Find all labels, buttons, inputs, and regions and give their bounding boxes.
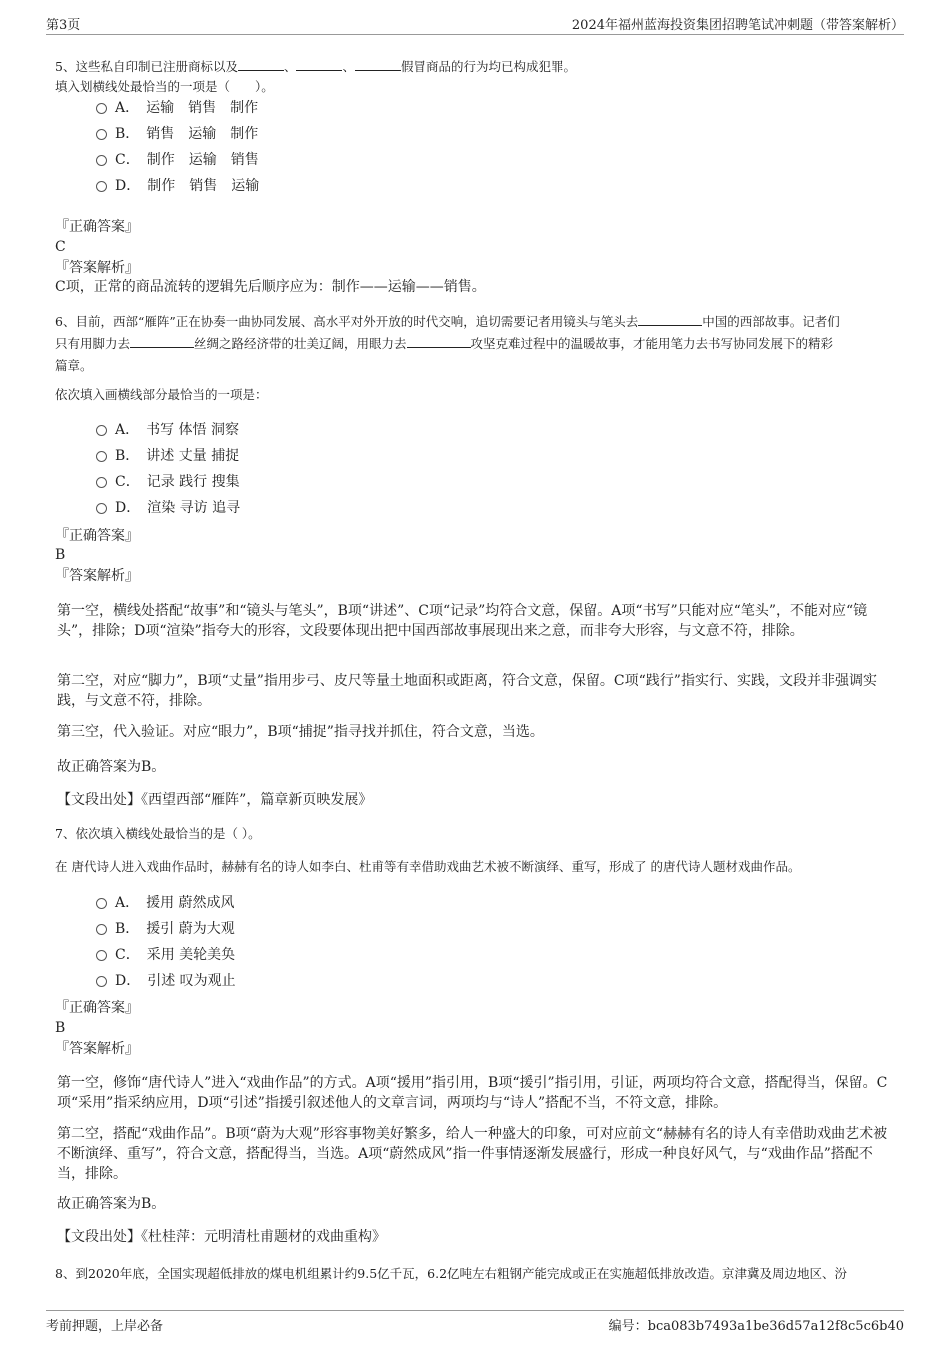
question-7-passage: 在 唐代诗人进入戏曲作品时，赫赫有名的诗人如李白、杜甫等有幸借助戏曲艺术被不断演绎、重写，形成了 的唐代诗人题材戏曲作品。 — [55, 859, 801, 874]
footer-divider — [46, 1310, 904, 1311]
q5-answer-label: 『正确答案』 — [55, 219, 139, 235]
blank-line — [407, 335, 471, 348]
document-code: 编号：bca083b7493a1be36d57a12f8c5c6b40 — [608, 1319, 904, 1334]
question-8-stem: 8、到2020年底，全国实现超低排放的煤电机组累计约9.5亿千瓦，6.2亿吨左右粗钢产能完成或正在实施超低排放改造。京津冀及周边地区、汾 — [55, 1266, 848, 1281]
q7-analysis-label: 『答案解析』 — [55, 1041, 139, 1057]
radio-icon — [96, 503, 107, 514]
q6-option-d[interactable]: D． 渲染 寻访 追寻 — [96, 498, 240, 518]
radio-icon — [96, 950, 107, 961]
radio-icon — [96, 155, 107, 166]
page-number: 第3页 — [46, 18, 81, 33]
q6-analysis-p3: 第三空，代入验证。对应“眼力”，B项“捕捉”指寻找并抓住，符合文意，当选。 — [57, 724, 544, 740]
radio-icon — [96, 477, 107, 488]
q5-option-b[interactable]: B． 销售 运输 制作 — [96, 124, 258, 144]
blank-line — [355, 58, 401, 71]
blank-line — [130, 335, 194, 348]
blank-line — [296, 58, 342, 71]
q6-analysis-p1: 第一空，横线处搭配“故事”和“镜头与笔头”，B项“讲述”、C项“记录”均符合文意，保留。A项“书写”只能对应“笔头”，不能对应“镜头”，排除；D项“渲染”指夸大的形容，文段要体现出把中国西部故事展现出来之意，而非夸大形容，与文意不符，排除。 — [57, 603, 868, 639]
q7-analysis-p1: 第一空，修饰“唐代诗人”进入“戏曲作品”的方式。A项“援用”指引用，B项“援引”指引用，引证，两项均符合文意，搭配得当，保留。C项“采用”指采纳应用，D项“引述”指援引叙述他人的文章言词，两项均与“诗人”搭配不当，不符文意，排除。 — [57, 1075, 888, 1111]
q7-answer: B — [55, 1020, 66, 1036]
radio-icon — [96, 103, 107, 114]
question-7-stem: 7、依次填入横线处最恰当的是（ ）。 — [55, 826, 261, 841]
q6-option-c[interactable]: C． 记录 践行 搜集 — [96, 472, 240, 492]
q6-analysis-p4: 故正确答案为B。 — [57, 759, 166, 775]
question-5-prompt: 填入划横线处最恰当的一项是（ ）。 — [55, 79, 274, 94]
blank-line — [638, 313, 702, 326]
q5-answer: C — [55, 239, 66, 255]
q6-analysis-p2: 第二空，对应“脚力”，B项“丈量”指用步弓、皮尺等量土地面积或距离，符合文意，保留。C项“践行”指实行、实践，文段并非强调实践，与文意不符，排除。 — [57, 673, 877, 709]
question-6-stem: 6、目前，西部“雁阵”正在协奏一曲协同发展、高水平对外开放的时代交响，追切需要记者用镜头与笔头去 中国的西部故事。记者们 只有用脚力去 丝绸之路经济带的壮美辽阔，用眼力去 攻坚克难过程中的温暖故事，才能用笔力去书写协同发展下的精彩 篇章。 — [55, 314, 840, 373]
q7-answer-label: 『正确答案』 — [55, 1000, 139, 1016]
q6-analysis-label: 『答案解析』 — [55, 568, 139, 584]
radio-icon — [96, 425, 107, 436]
q7-option-a[interactable]: A． 援用 蔚然成风 — [96, 893, 235, 913]
q6-answer-label: 『正确答案』 — [55, 528, 139, 544]
q7-source: 【文段出处】《杜桂萍：元明清杜甫题材的戏曲重构》 — [57, 1229, 386, 1245]
q5-option-c[interactable]: C． 制作 运输 销售 — [96, 150, 259, 170]
q5-option-d[interactable]: D． 制作 销售 运输 — [96, 176, 259, 196]
question-5-stem: 5、这些私自印制已注册商标以及 、 、 假冒商品的行为均已构成犯罪。 — [55, 59, 577, 74]
q7-analysis-p3: 故正确答案为B。 — [57, 1196, 166, 1212]
q6-option-a[interactable]: A． 书写 体悟 洞察 — [96, 420, 239, 440]
q7-option-d[interactable]: D． 引述 叹为观止 — [96, 971, 236, 991]
radio-icon — [96, 181, 107, 192]
header-divider — [46, 34, 904, 35]
q5-analysis: C项，正常的商品流转的逻辑先后顺序应为：制作——运输——销售。 — [55, 279, 486, 295]
footer-slogan: 考前押题，上岸必备 — [46, 1319, 164, 1334]
document-title: 2024年福州蓝海投资集团招聘笔试冲刺题（带答案解析） — [571, 18, 904, 33]
blank-line — [238, 58, 284, 71]
q7-analysis-p2: 第二空，搭配“戏曲作品”。B项“蔚为大观”形容事物美好繁多，给人一种盛大的印象，可对应前文“赫赫有名的诗人有幸借助戏曲艺术被不断演绎、重写”，符合文意，搭配得当，当选。A项“蔚然成风”指一件事情逐渐发展盛行，形成一种良好风气，与“戏曲作品”搭配不当，排除。 — [57, 1126, 888, 1182]
q7-option-b[interactable]: B． 援引 蔚为大观 — [96, 919, 235, 939]
q6-option-b[interactable]: B． 讲述 丈量 捕捉 — [96, 446, 239, 466]
radio-icon — [96, 976, 107, 987]
q5-analysis-label: 『答案解析』 — [55, 260, 139, 276]
radio-icon — [96, 451, 107, 462]
radio-icon — [96, 898, 107, 909]
q6-answer: B — [55, 547, 66, 563]
q6-source: 【文段出处】《西望西部“雁阵”，篇章新页映发展》 — [57, 792, 373, 808]
q5-option-a[interactable]: A． 运输 销售 制作 — [96, 98, 258, 118]
radio-icon — [96, 924, 107, 935]
q7-option-c[interactable]: C． 采用 美轮美奂 — [96, 945, 235, 965]
question-6-prompt: 依次填入画横线部分最恰当的一项是： — [55, 387, 268, 402]
radio-icon — [96, 129, 107, 140]
